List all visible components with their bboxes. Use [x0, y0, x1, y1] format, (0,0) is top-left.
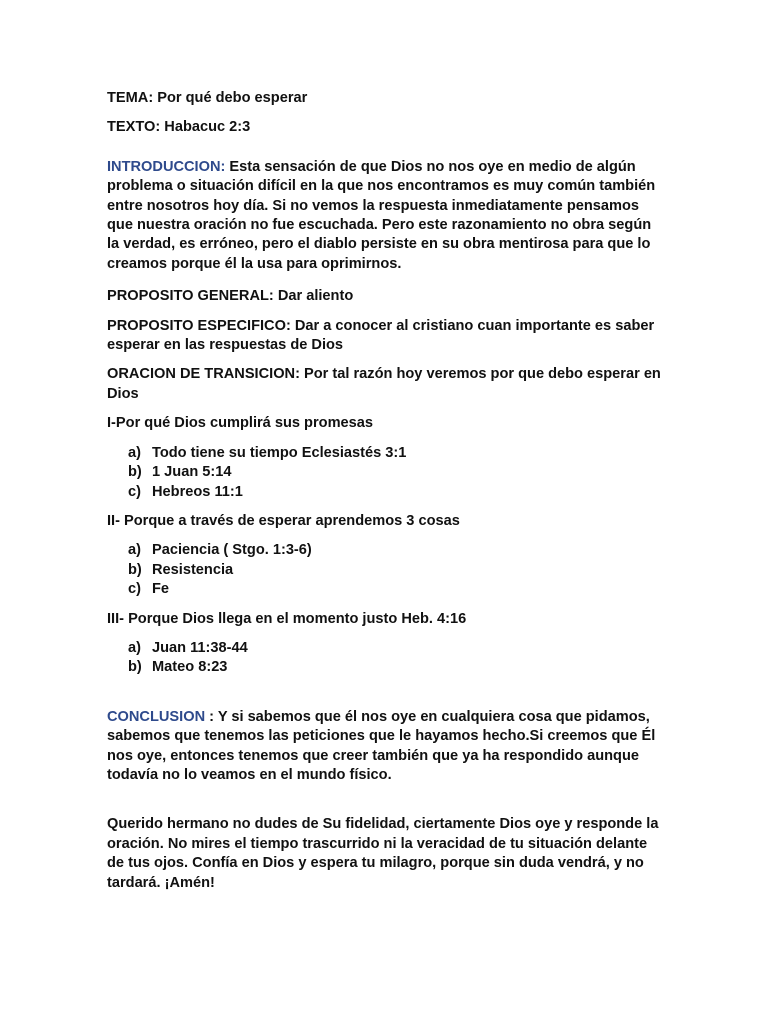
list-item-text: Hebreos 11:1: [152, 483, 243, 500]
introduccion-paragraph: [107, 158, 667, 274]
conclusion-text: : Y si sabemos que él nos oye en cualquiera cosa que pidamos, sabemos que tenemos las peticiones que le hayamos hecho.Si creemos que Él nos oye, entonces tenemos que creer también que ya ha respondido aunque todavía no lo veamos en el mundo físico.: [107, 708, 656, 783]
proposito-general-line: PROPOSITO GENERAL: Dar aliento: [107, 288, 354, 305]
tema-line: TEMA: Por qué debo esperar: [107, 90, 308, 106]
conclusion-paragraph: [107, 708, 667, 786]
list-item-text: Fe: [152, 581, 170, 598]
section-title-1: I-Por qué Dios cumplirá sus promesas: [107, 415, 374, 432]
closing-paragraph: Querido hermano no dudes de Su fidelidad, ciertamente Dios oye y responde la oración. No mires el tiempo trascurrido ni la veracidad de tu situación delante de tus ojos. Confía en Dios y espera tu milagro, porque sin duda vendrá, y no tardará. ¡Amén!: [107, 816, 659, 891]
list-item-text: Resistencia: [152, 561, 234, 578]
list-marker: a): [128, 444, 141, 461]
list-item-text: Paciencia ( Stgo. 1:3-6): [152, 542, 312, 559]
list-item: [107, 444, 667, 463]
section-title-2: II- Porque a través de esperar aprendemos 3 cosas: [107, 512, 460, 529]
section-1-list: [107, 444, 667, 502]
texto-line: TEXTO: Habacuc 2:3: [107, 119, 251, 136]
list-item-text: Mateo 8:23: [152, 659, 228, 676]
oracion-transicion-paragraph: ORACION DE TRANSICION: Por tal razón hoy veremos por que debo esperar en Dios: [107, 366, 661, 402]
section-2-list: [107, 541, 667, 599]
list-item: [107, 561, 667, 580]
list-marker: a): [128, 542, 141, 559]
list-item: [107, 639, 667, 658]
list-item: [107, 541, 667, 560]
list-marker: a): [128, 639, 141, 656]
list-marker: c): [128, 581, 141, 598]
sermon-outline-document: [107, 89, 667, 893]
conclusion-label: CONCLUSION: [107, 708, 206, 725]
introduccion-label: INTRODUCCION:: [107, 158, 226, 175]
section-title-3: III- Porque Dios llega en el momento justo Heb. 4:16: [107, 610, 467, 627]
list-item-text: Todo tiene su tiempo Eclesiastés 3:1: [152, 444, 407, 461]
list-item: [107, 463, 667, 482]
list-marker: b): [128, 561, 142, 578]
list-item-text: Juan 11:38-44: [152, 639, 248, 656]
section-3-list: [107, 639, 667, 678]
list-marker: b): [128, 659, 142, 676]
list-marker: b): [128, 464, 142, 481]
list-marker: c): [128, 483, 141, 500]
list-item: [107, 580, 667, 599]
list-item-text: 1 Juan 5:14: [152, 464, 232, 481]
introduccion-text: Esta sensación de que Dios no nos oye en medio de algún problema o situación difícil en la que nos encontramos es muy común también entre nosotros hoy día. Si no vemos la respuesta inmediatamente pensamos que nuestra oración no fue escuchada. Pero este razonamiento no obra según la verdad, es erróneo, pero el diablo persiste en su obra mentirosa para que lo creamos porque él la usa para oprimirnos.: [107, 158, 656, 272]
list-item: [107, 658, 667, 677]
list-item: [107, 483, 667, 502]
proposito-especifico-paragraph: PROPOSITO ESPECIFICO: Dar a conocer al cristiano cuan importante es saber esperar en las respuestas de Dios: [107, 317, 655, 354]
